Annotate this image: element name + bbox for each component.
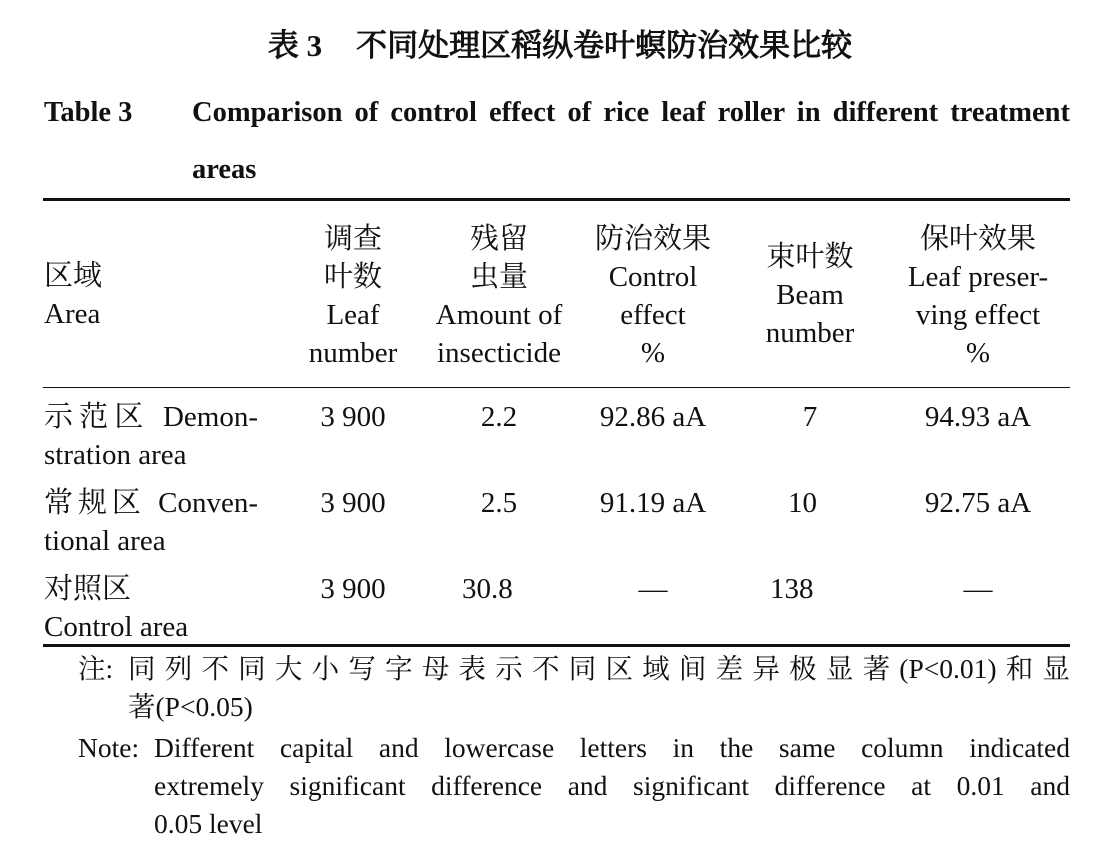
header-beam-number: 束叶数 Beam number bbox=[765, 241, 855, 349]
table-note-cn: 注: 同列不同大小写字母表示不同区域间差异极显著(P<0.01)和显 著(P<0.05) bbox=[78, 650, 1070, 730]
table-cell-beam-number: 7 bbox=[802, 401, 818, 433]
table-number-en: Table 3 bbox=[44, 97, 133, 128]
table-row-area: 对照区 Control area bbox=[44, 573, 189, 643]
table-cell-insect-amount: 2.2 bbox=[480, 401, 518, 433]
table-header-rule bbox=[43, 387, 1070, 388]
table-title-en-text: Comparison of control effect of rice leaf roller in different treatment areas bbox=[192, 97, 1070, 185]
table-cell-beam-number: 138 bbox=[770, 573, 814, 605]
header-control-effect: 防治效果 Control effect % bbox=[594, 223, 711, 369]
table-cell-leaf-number: 3 900 bbox=[320, 487, 386, 519]
table-note-en: Note: Different capital and lowercase letters in the same column indicated extremely significant difference and significant difference at 0.01 and 0.05 level bbox=[78, 729, 1070, 847]
table-cell-control-effect: 91.19 aA bbox=[599, 487, 707, 519]
table-cell-leaf-preserving: 94.93 aA bbox=[924, 401, 1032, 433]
table-number-cn: 表 3 bbox=[267, 28, 323, 63]
note-cn-label: 注: bbox=[78, 653, 114, 684]
table-cell-control-effect: — bbox=[638, 573, 668, 605]
table-top-rule bbox=[43, 198, 1070, 201]
table-cell-leaf-number: 3 900 bbox=[320, 401, 386, 433]
note-en-label: Note: bbox=[78, 732, 140, 763]
table-row-area: 示范区 Demon- stration area bbox=[44, 401, 258, 471]
table-cell-leaf-preserving: 92.75 aA bbox=[924, 487, 1032, 519]
header-area: 区域 Area bbox=[44, 260, 103, 330]
table-title-cn bbox=[0, 26, 1120, 66]
table-cell-leaf-number: 3 900 bbox=[320, 573, 386, 605]
table-bottom-rule bbox=[43, 644, 1070, 647]
table-title-cn-text: 不同处理区稻纵卷叶螟防治效果比较 bbox=[356, 28, 853, 63]
table-cell-control-effect: 92.86 aA bbox=[599, 401, 707, 433]
table-cell-leaf-preserving: — bbox=[963, 573, 993, 605]
header-leaf-preserving: 保叶效果 Leaf preser- ving effect % bbox=[907, 223, 1049, 369]
header-leaf-number: 调查 叶数 Leaf number bbox=[308, 223, 398, 369]
table-cell-insect-amount: 30.8 bbox=[462, 573, 513, 605]
header-insect-amount: 残留 虫量 Amount of insecticide bbox=[435, 223, 563, 369]
table-cell-beam-number: 10 bbox=[788, 487, 817, 519]
table-cell-insect-amount: 2.5 bbox=[480, 487, 518, 519]
table-row-area: 常规区 Conven- tional area bbox=[44, 487, 258, 557]
